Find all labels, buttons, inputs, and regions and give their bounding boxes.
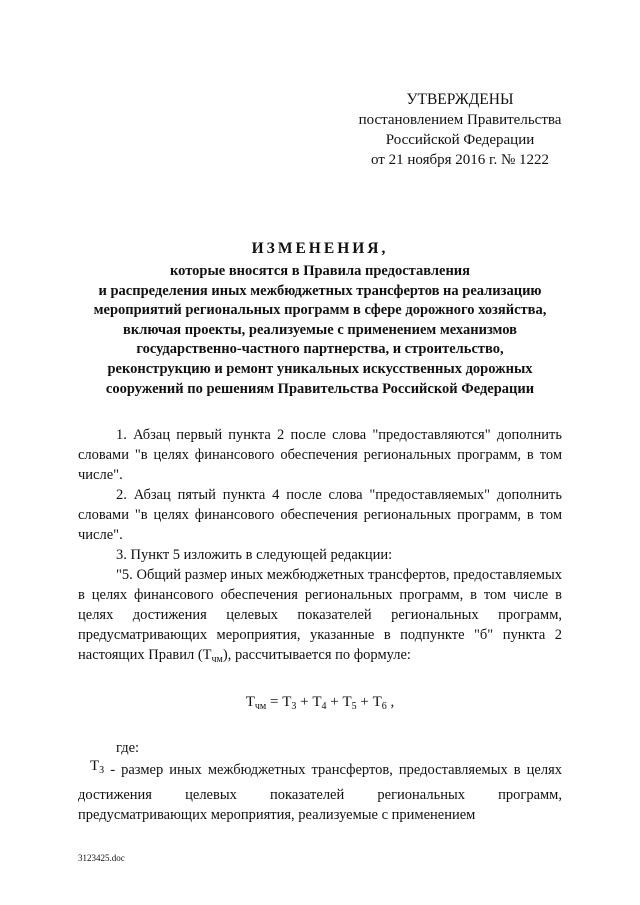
formula (0, 694, 640, 712)
file-name-footer: 3123425.doc (78, 853, 125, 863)
formula-subscript: 4 (321, 701, 327, 712)
approved-line-3: от 21 ноября 2016 г. № 1222 (370, 152, 550, 168)
subtitle-line: которые вносятся в Правила предоставления (169, 263, 470, 279)
formula-plus: + (296, 694, 313, 710)
formula-subscript: чм (254, 701, 267, 712)
formula-plus: + (326, 694, 343, 710)
definition-symbol (90, 758, 104, 774)
document-title: ИЗМЕНЕНИЯ, (251, 240, 389, 257)
paragraph-4-end: ), рассчитывается по формуле: (222, 647, 411, 663)
document-body (78, 425, 562, 670)
formula-end: , (386, 694, 395, 710)
subtitle-line: включая проекты, реализуемые с применением механизмов (123, 321, 517, 338)
definition-text-block (78, 760, 562, 825)
document-subtitle (70, 262, 570, 399)
subtitle-line: реконструкцию и ремонт уникальных искусственных дорожных (107, 360, 533, 377)
paragraph-4-text: "5. Общий размер иных межбюджетных трансфертов, предоставляемых в целях финансового обеспечения региональных программ, в том числе в целях достижения целевых показателей региональных программ, предусматривающих мероприятия, указанные в подпункте "б" пункта 2 настоящих Правил (Т (78, 567, 562, 663)
approved-line-1: постановлением Правительства (358, 112, 562, 128)
paragraph-3: 3. Пункт 5 изложить в следующей редакции: (116, 547, 393, 563)
definition-paragraph (78, 760, 562, 825)
paragraph-4 (78, 565, 562, 670)
formula-plus: + (356, 694, 373, 710)
formula-symbol: Т (312, 694, 322, 710)
formula-subscript: 5 (351, 701, 357, 712)
paragraph-4-subscript: чм (211, 654, 223, 665)
paragraph-2: 2. Абзац пятый пункта 4 после слова "предоставляемых" дополнить словами "в целях финансового обеспечения региональных программ, в том числе". (78, 487, 562, 543)
subtitle-line: сооружений по решениям Правительства Российской Федерации (105, 380, 535, 397)
subtitle-line: мероприятий региональных программ в сфере дорожного хозяйства, (93, 302, 547, 319)
formula-symbol: Т (342, 694, 352, 710)
subtitle-line: и распределения иных межбюджетных трансфертов на реализацию (98, 282, 542, 299)
approved-line-2: Российской Федерации (385, 132, 535, 148)
formula-symbol: Т (282, 694, 292, 710)
approved-heading: УТВЕРЖДЕНЫ (406, 91, 514, 108)
paragraph-1: 1. Абзац первый пункта 2 после слова "предоставляются" дополнить словами "в целях финансового обеспечения региональных программ, в том числе". (78, 427, 562, 483)
formula-subscript: 6 (381, 701, 387, 712)
subtitle-line: государственно-частного партнерства, и строительство, (136, 341, 504, 358)
formula-symbol: Т (372, 694, 382, 710)
definition-text: - размер иных межбюджетных трансфертов, предоставляемых в целях достижения целевых показателей региональных программ, предусматривающих мероприятия, реализуемые с применением (78, 762, 562, 823)
formula-subscript: 3 (291, 701, 297, 712)
definition-symbol-subscript: З (99, 765, 105, 776)
definition-symbol-letter: Т (90, 758, 100, 774)
formula-equals: = (266, 694, 283, 710)
where-label: где: (116, 740, 140, 756)
formula-symbol: Т (245, 694, 255, 710)
approval-block (340, 90, 580, 170)
